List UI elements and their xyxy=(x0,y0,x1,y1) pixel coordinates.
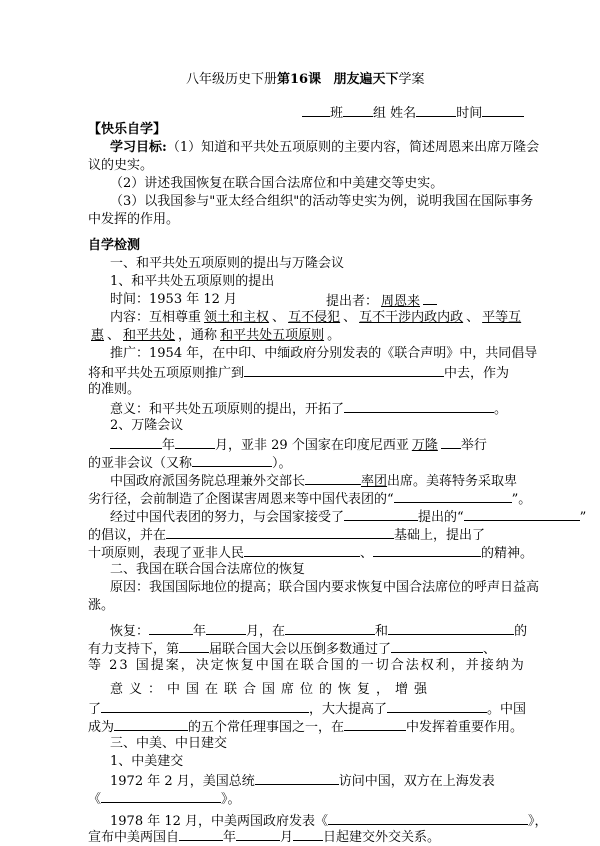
promotion-line-1: 推广：1954 年，在中印、中缅政府分别发表的《联合声明》中，共同倡导 xyxy=(110,346,538,361)
meaning2-b2: ，大大提高了 xyxy=(309,702,388,717)
est-d: 年 xyxy=(223,830,237,845)
part-one-heading: 一、和平共处五项原则的提出与万隆会议 xyxy=(110,256,345,271)
time-proposer-line xyxy=(110,292,237,308)
part-two-heading: 二、我国在联合国合法席位的恢复 xyxy=(110,562,306,577)
goal-line-1b: 议的史实。 xyxy=(88,158,154,173)
est-c: 宣布中美两国自 xyxy=(88,830,180,845)
restore-b3: 、 xyxy=(483,642,497,657)
bandung-line-1 xyxy=(110,436,487,454)
student-info-line xyxy=(302,104,524,122)
meaning2-b3: 。中国 xyxy=(487,702,527,717)
efforts-line-2 xyxy=(88,526,485,544)
page-title xyxy=(186,72,425,88)
est-e: 月 xyxy=(280,830,294,845)
title-suffix: 学案 xyxy=(398,72,425,87)
meaning2-line-3 xyxy=(88,718,523,736)
zhou-line-2 xyxy=(88,490,531,508)
efforts-e: 基础上，提出了 xyxy=(394,528,486,543)
restore-and: 和 xyxy=(375,624,389,639)
restore-line-3: 等 23 国提案，决定恢复中国在联合国的一切合法权利，并接纳为 xyxy=(88,658,526,673)
restore-line-2 xyxy=(88,640,496,658)
group-label: 组 xyxy=(373,106,387,121)
part-three-heading: 三、中美、中日建交 xyxy=(110,736,228,751)
section-heading-self-study: 【快乐自学】 xyxy=(88,122,167,137)
meaning-a: 意义：和平共处五项原则的提出，开拓了 xyxy=(110,402,345,417)
goal-line-3: （3）以我国参与"亚太经合组织"的活动等史实为例，说明我国在国际事务 xyxy=(110,194,534,209)
content-line-2: 惠 、 和平共处 ，通称 和平共处五项原则 。 xyxy=(88,328,340,344)
promo-b: 将和平共处五项原则推广到 xyxy=(88,366,245,381)
efforts-a: 经过中国代表团的努力，与会国家接受了 xyxy=(110,510,345,525)
title-name: 朋友遍天下 xyxy=(333,72,399,87)
reason-line-2: 涨。 xyxy=(88,598,115,613)
efforts-line-1 xyxy=(110,508,586,526)
content-f: 惠 xyxy=(91,328,105,343)
nixon-c: 《 xyxy=(88,792,102,807)
efforts-b: 提出的“ xyxy=(418,510,464,525)
meaning2-c1: 成为 xyxy=(88,720,115,735)
restore-de: 的 xyxy=(514,624,528,639)
title-lesson: 第16课 xyxy=(277,72,322,87)
bandung-year: 年 xyxy=(162,438,176,453)
nixon-d: 》。 xyxy=(221,792,241,807)
promo-c: 中去，作为 xyxy=(444,366,510,381)
restore-b2: 届联合国大会以压倒多数通过了 xyxy=(209,642,392,657)
zhou-d: ”。 xyxy=(511,492,532,507)
goal-line-2: （2）讲述我国恢复在联合国合法席位和中美建交等史实。 xyxy=(110,176,444,191)
bandung-city: 万隆 xyxy=(411,438,438,453)
est-f: 日起建交外交关系。 xyxy=(323,830,441,845)
proposer-answer: 周恩来 xyxy=(381,294,421,309)
efforts-g: 、 xyxy=(360,546,374,561)
restore-label: 恢复： xyxy=(110,624,150,639)
bandung-b: 的亚非会议（又称 xyxy=(88,456,193,471)
restore-month: 月，在 xyxy=(246,624,286,639)
bandung-month: 月，亚非 29 个国家在印度尼西亚 xyxy=(215,438,409,453)
content-a: 互相尊重 xyxy=(149,310,202,325)
content-e: 平等互 xyxy=(482,310,522,325)
efforts-h: 的精神。 xyxy=(481,546,534,561)
reason-line-1: 原因：我国国际地位的提高；联合国内要求恢复中国合法席位的呼声日益高 xyxy=(110,580,540,595)
nixon-b: 访问中国，双方在上海发表 xyxy=(338,774,495,789)
sub-heading-2: 2、万隆会议 xyxy=(110,418,184,433)
class-label: 班 xyxy=(330,106,344,121)
name-label: 姓名 xyxy=(390,106,417,121)
proposer-label: 提出者： xyxy=(326,294,379,309)
meaning2-line-1: 意义：中国在联合国席位的恢复，增强 xyxy=(110,682,434,697)
goal-line-3b: 中发挥的作用。 xyxy=(88,212,180,227)
meaning2-b1: 了 xyxy=(88,702,102,717)
content-label: 内容： xyxy=(110,310,150,325)
meaning2-c2: 的五个常任理事国之一，在 xyxy=(188,720,345,735)
est-a: 1978 年 12 月，中美两国政府发表《 xyxy=(110,814,329,829)
bandung-line-2 xyxy=(88,454,292,472)
time-label: 时间 xyxy=(456,106,483,121)
zhou-a: 中国政府派国务院总理兼外交部长 xyxy=(110,474,306,489)
nixon-a: 1972 年 2 月，美国总统 xyxy=(110,774,255,789)
sub-heading-3: 1、中美建交 xyxy=(110,754,184,769)
content-c: 互不侵犯 xyxy=(288,310,341,325)
efforts-line-3 xyxy=(88,544,533,562)
zhou-name: 率团 xyxy=(361,474,388,489)
goal-line-1 xyxy=(110,140,539,156)
restore-year: 年 xyxy=(193,624,207,639)
est-b: 》， xyxy=(528,814,548,829)
content-h: ，通称 xyxy=(178,328,218,343)
time-text: 时间：1953 年 12 月 xyxy=(110,292,238,307)
goal-label: 学习目标: xyxy=(110,140,167,155)
meaning-end: 。 xyxy=(494,402,508,417)
content-d: 互不干涉内政内政 xyxy=(359,310,464,325)
section-heading-self-check: 自学检测 xyxy=(88,238,141,253)
promotion-line-2 xyxy=(88,364,509,382)
meaning2-line-2 xyxy=(88,700,526,718)
bandung-close: ）。 xyxy=(272,456,292,471)
zhou-c: 劣行径，会前制造了企图谋害周恩来等中国代表团的“ xyxy=(88,492,394,507)
promotion-line-3: 的准则。 xyxy=(88,382,141,397)
meaning-line xyxy=(110,400,507,418)
proposer xyxy=(326,292,437,310)
content-b: 领土和主权 xyxy=(204,310,270,325)
zhou-b: 出席。美蒋特务采取卑 xyxy=(387,474,518,489)
establish-line-2 xyxy=(88,828,440,846)
restore-b1: 有力支持下，第 xyxy=(88,642,180,657)
efforts-f: 十项原则，表现了亚非人民 xyxy=(88,546,245,561)
meaning2-c3: 中发挥着重要作用。 xyxy=(406,720,524,735)
title-prefix: 八年级历史下册 xyxy=(186,72,278,87)
sub-heading-1: 1、和平共处五项原则的提出 xyxy=(110,274,275,289)
zhou-line-1 xyxy=(110,472,517,490)
efforts-c: ” xyxy=(579,510,587,525)
bandung-hold: 举行 xyxy=(460,438,487,453)
nixon-line-2 xyxy=(88,790,241,808)
content-g: 和平共处 xyxy=(123,328,176,343)
nixon-line-1 xyxy=(110,772,495,790)
goal-1a: （1）知道和平共处五项原则的主要内容，简述周恩来出席万隆会 xyxy=(166,140,540,155)
content-i: 和平共处五项原则 xyxy=(220,328,325,343)
restore-line-1 xyxy=(110,622,527,640)
efforts-d: 的倡议，并在 xyxy=(88,528,167,543)
content-line-1: 内容：互相尊重 领土和主权 、 互不侵犯 、 互不干涉内政内政 、 平等互 xyxy=(110,310,524,326)
